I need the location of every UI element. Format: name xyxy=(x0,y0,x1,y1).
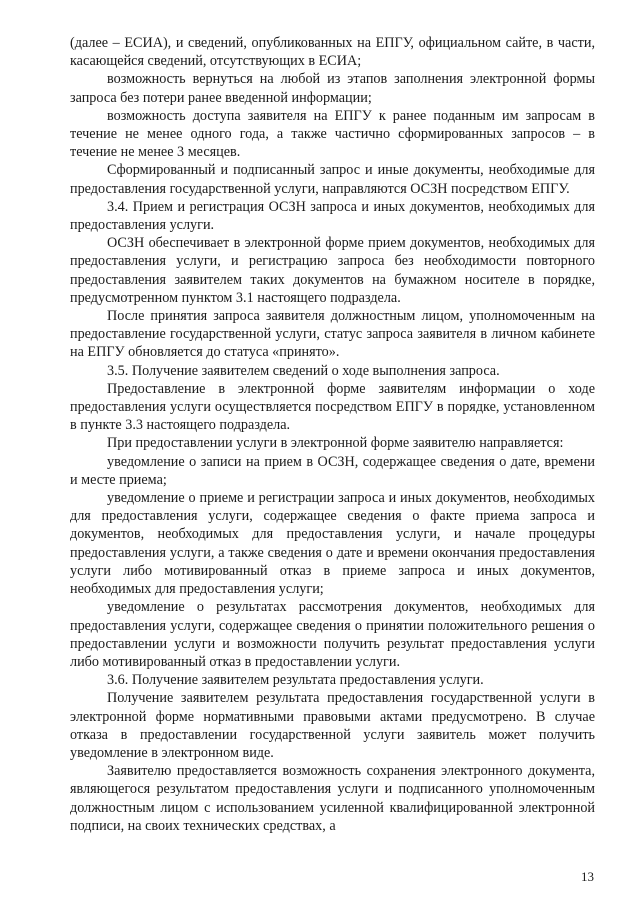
page-number: 13 xyxy=(581,869,594,884)
section-heading-3-5: 3.5. Получение заявителем сведений о ходе выполнения запроса. xyxy=(107,362,500,379)
paragraph-result-electronic: Получение заявителем результата предоставления государственной услуги в электронной форме нормативными правовыми актами предусмотрено. В случае отказа в предоставлении государственной услуги заявитель может получить уведомление в электронном виде. xyxy=(70,690,595,761)
section-heading-3-4: 3.4. Прием и регистрация ОСЗН запроса и иных документов, необходимых для предоставления услуги. xyxy=(70,198,595,234)
paragraph-save-electronic-document: Заявителю предоставляется возможность сохранения электронного документа, являющегося результатом предоставления услуги и подписанного уполномоченным должностным лицом с использованием усиленной квалифицированной электронной подписи, на своих технических средствах, а xyxy=(70,763,595,834)
paragraph-signed-request-sent: Сформированный и подписанный запрос и иные документы, необходимые для предоставления государственной услуги, направляются ОСЗН посредством ЕПГУ. xyxy=(70,162,595,197)
section-heading-3-6: 3.6. Получение заявителем результата предоставления услуги. xyxy=(107,672,484,689)
paragraph-results-notice: уведомление о результатах рассмотрения документов, необходимых для предоставления услуги, содержащее сведения о принятии положительного решения о предоставлении услуги и возможности получить результат предоставления услуги либо мотивированный отказ в предоставлении услуги. xyxy=(70,599,595,670)
paragraph-notifications-intro: При предоставлении услуги в электронной форме заявителю направляется: xyxy=(107,435,564,452)
paragraph-status-accepted: После принятия запроса заявителя должностным лицом, уполномоченным на предоставление государственной услуги, статус запроса заявителя в личном кабинете на ЕПГУ обновляется до статуса «принято». xyxy=(70,308,595,361)
paragraph-oszn-electronic-acceptance: ОСЗН обеспечивает в электронной форме прием документов, необходимых для предоставления услуги, и регистрацию запроса без необходимости повторного предоставления заявителем таких документов на бумажном носителе в порядке, предусмотренном пунктом 3.1 настоящего подраздела. xyxy=(70,235,595,306)
paragraph-access-previous-requests: возможность доступа заявителя на ЕПГУ к ранее поданным им запросам в течение не менее одного года, а также частично сформированных запросов – в течение не менее 3 месяцев. xyxy=(70,107,595,161)
paragraph-progress-info: Предоставление в электронной форме заявителям информации о ходе предоставления услуги осуществляется посредством ЕПГУ в порядке, установленном в пункте 3.3 настоящего подраздела. xyxy=(70,380,595,434)
paragraph-esia-continuation: (далее – ЕСИА), и сведений, опубликованных на ЕПГУ, официальном сайте, в части, касающейся сведений, отсутствующих в ЕСИА; xyxy=(70,35,595,70)
paragraph-registration-notice: уведомление о приеме и регистрации запроса и иных документов, необходимых для предоставления услуги, содержащее сведения о факте приема запроса и документов, необходимых для предоставления услуги, и начале процедуры предоставления услуги, а также сведения о дате и времени окончания предоставления услуги либо мотивированный отказ в приеме запроса и иных документов, необходимых для предоставления услуги; xyxy=(70,490,595,598)
paragraph-return-to-stage: возможность вернуться на любой из этапов заполнения электронной формы запроса без потери ранее введенной информации; xyxy=(70,71,595,106)
document-body xyxy=(70,34,595,835)
paragraph-appointment-notice: уведомление о записи на прием в ОСЗН, содержащее сведения о дате, времени и месте приема; xyxy=(70,453,595,488)
